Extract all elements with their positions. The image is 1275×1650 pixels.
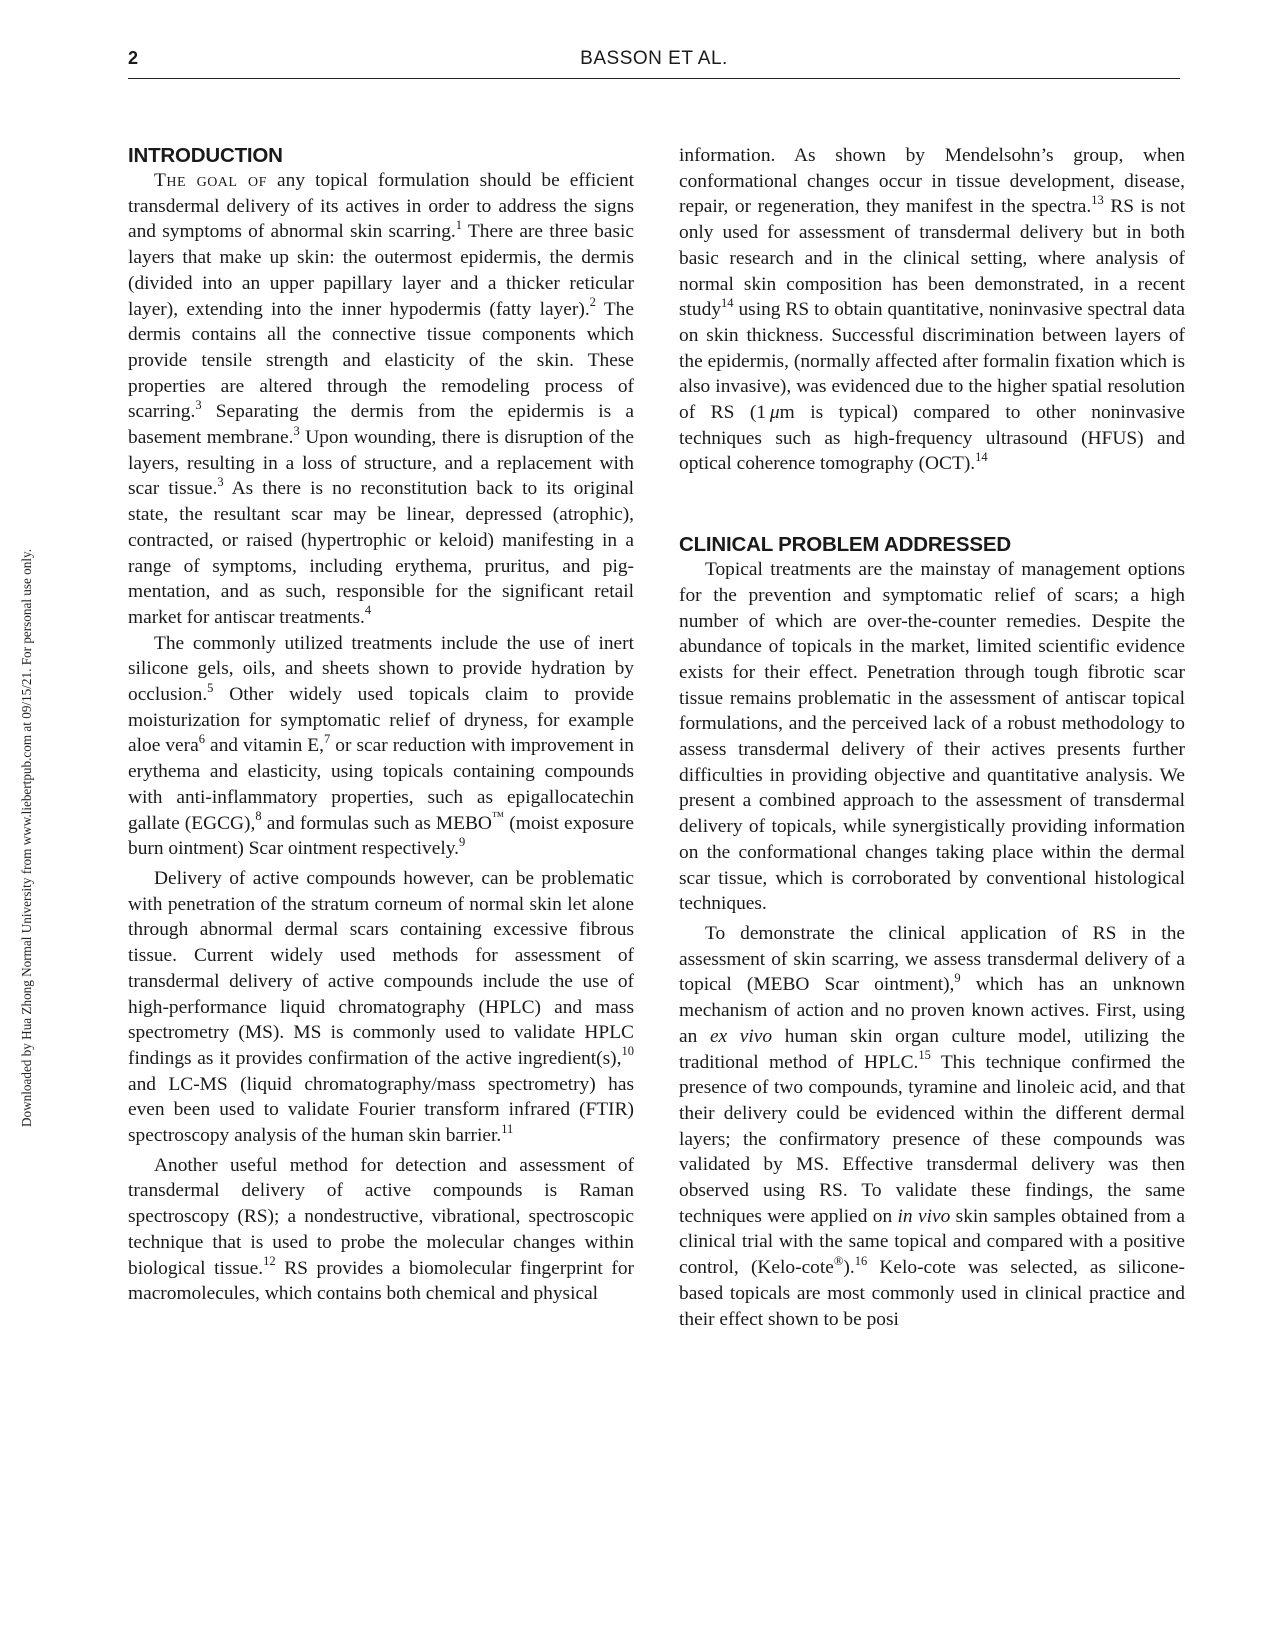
running-header [128, 48, 1180, 79]
mu-symbol: μ [769, 402, 780, 424]
paragraph: Topical treatments are the mainstay of management options for the prevention and symptomatic relief of scars; a high number of which are over-the-counter remedies. Despite the abundance of topicals in the market, limited scientific evidence exists for their effect. Penetration through tough fibrotic scar tissue remains problematic in the assessment of antiscar topical formulations, and the perceived lack of a robust methodology to assess transdermal delivery of their actives presents further difficulties in providing objective and quantitative analysis. We present a combined approach to the assessment of transdermal delivery of topicals, while synergistically providing information on the conformational changes taking place within the dermal scar tissue, which is corroborated by conventional histological techniques. [679, 559, 1185, 915]
citation: 14 [721, 295, 734, 310]
citation: 10 [621, 1044, 634, 1059]
paragraph: Delivery of active compounds however, can be problematic with penetration of the stratum corneum of normal skin let alone through abnormal dermal scars containing excessive fibrous tissue. Current widely used methods for assessment of transdermal delivery of active compounds include the use of high-performance liquid chromatography (HPLC) and mass spectrometry (MS). MS is commonly used to validate HPLC findings as it provides confirmation of the active ingredient(s),$^{10}$ and LC-MS (liquid chromatography/mass spectrometry) has even been used to validate Fourier transform infrared (FTIR) spectroscopy analysis of the human skin barrier.$^{11}$ [128, 867, 634, 1147]
paragraph: The goal of any topical formulation should be efficient transdermal delivery of its actives in order to address the signs and symptoms of abnormal skin scarring.$^1$ There are three basic layers that make up skin: the outermost epidermis, the dermis (divided into an upper papillary layer and a thicker reticular layer), extending into the inner hypodermis (fatty layer).$^2$ The dermis contains all the connective tissue components which provide tensile strength and elasticity of the skin. These properties are altered through the remodeling process of scarring.$^3$ Separating the dermis from the epidermis is a basement membrane.$^3$ Upon wounding, there is disruption of the layers, resulting in a loss of structure, and a replacement with scar tissue.$^3$ As there is no reconstitution back to its original state, the resultant scar may be linear, depressed (atrophic), contracted, or raised (hypertrophic or keloid) manifesting in a range of symptoms, including erythema, pruritus, and pigmentation, and as such, responsible for the significant retail market for antiscar treatments.$^4$ [128, 170, 635, 628]
citation: 12 [263, 1254, 276, 1269]
running-head: BASSON ET AL. [580, 48, 728, 69]
citation: 8 [255, 809, 262, 824]
paragraph: information. As shown by Mendelsohn’s group, when conformational changes occur in tissue development, disease, repair, or regeneration, they manifest in the spectra.$^{13}$ RS is not only used for assessment of transdermal delivery but in both basic research and in the clinical setting, where analysis of normal skin composition has been demonstrated, in a recent study$^{14}$ using RS to obtain quantitative, noninvasive spectral data on skin thickness. Successful discrimination between layers of the epidermis, (normally affected after formalin fixation which is also invasive), was evidenced due to the higher spatial resolution of RS (1 μm is typical) compared to other noninvasive techniques such as high-frequency ultrasound (HFUS) and optical coherence tomography (OCT).$^{14}$ [679, 145, 1185, 475]
download-watermark: Downloaded by Hua Zhong Normal University from www.liebertpub.com at 09/15/21. For personal use only. [19, 548, 34, 1127]
left-column [128, 143, 634, 1307]
citation: 6 [198, 732, 205, 746]
citation: 5 [207, 680, 214, 695]
citation: 4 [364, 603, 372, 618]
page-number: 2 [128, 48, 139, 68]
paragraph: Another useful method for detection and assessment of transdermal delivery of active compounds is Raman spectroscopy (RS); a nondestructive, vibrational, spectroscopic technique that is used to probe the molecular changes within biological tissue.$^{12}$ RS provides a biomolecular fingerprint for macromolecules, which contains both chemical and physical [128, 1154, 634, 1305]
citation: 9 [459, 834, 466, 849]
citation: 11 [501, 1121, 514, 1136]
citation: 9 [954, 970, 961, 985]
paragraph: The commonly utilized treatments include the use of inert silicone gels, oils, and sheets shown to provide hydration by occlusion.$^5$ Other widely used topicals claim to provide moisturization for symptomatic relief of dryness, for example aloe vera$^6$ and vitamin E,$^7$ or scar reduction with improvement in erythema and elasticity, using topicals containing compounds with anti-inflammatory properties, such as epigallocatechin gallate (EGCG),$^8$ and formulas such as MEBO™ (moist exposure burn ointment) Scar ointment respectively.$^9$ [128, 632, 634, 860]
citation: 3 [217, 474, 224, 489]
lead-in: The goal of [154, 170, 267, 191]
citation: 7 [324, 732, 331, 746]
right-column [679, 143, 1185, 1332]
paragraph: To demonstrate the clinical application of RS in the assessment of skin scarring, we assess transdermal delivery of a topical (MEBO Scar ointment),$^9$ which has an unknown mechanism of action and no proven known actives. First, using an ex vivo human skin organ culture model, utilizing the traditional method of HPLC.$^{15}$ This technique confirmed the presence of two compounds, tyramine and linoleic acid, and that their delivery could be evidenced within the different dermal layers; the confirmatory presence of these compounds was validated by MS. Effective transdermal delivery was then observed using RS. To validate these findings, the same techniques were applied on in vivo skin samples obtained from a clinical trial with the same topical and compared with a positive control, (Kelo-cote®).$^{16}$ Kelo-cote was selected, as silicone-based topicals are most commonly used in clinical practice and their effect shown to be posi [679, 922, 1186, 1330]
citation: 3 [293, 423, 300, 438]
trademark-symbol: ™ [491, 809, 505, 824]
citation: 2 [589, 295, 596, 310]
italic-term: in vivo [897, 1205, 951, 1227]
italic-term: ex vivo [709, 1025, 773, 1047]
registered-symbol: ® [833, 1253, 844, 1268]
citation: 14 [975, 449, 988, 464]
citation: 1 [455, 217, 463, 232]
section-heading-clinical-problem: CLINICAL PROBLEM ADDRESSED [679, 533, 1011, 557]
citation: 16 [854, 1253, 868, 1268]
citation: 15 [918, 1048, 931, 1063]
citation: 3 [195, 397, 202, 412]
section-heading-introduction: INTRODUCTION [128, 144, 283, 167]
citation: 13 [1091, 192, 1104, 207]
